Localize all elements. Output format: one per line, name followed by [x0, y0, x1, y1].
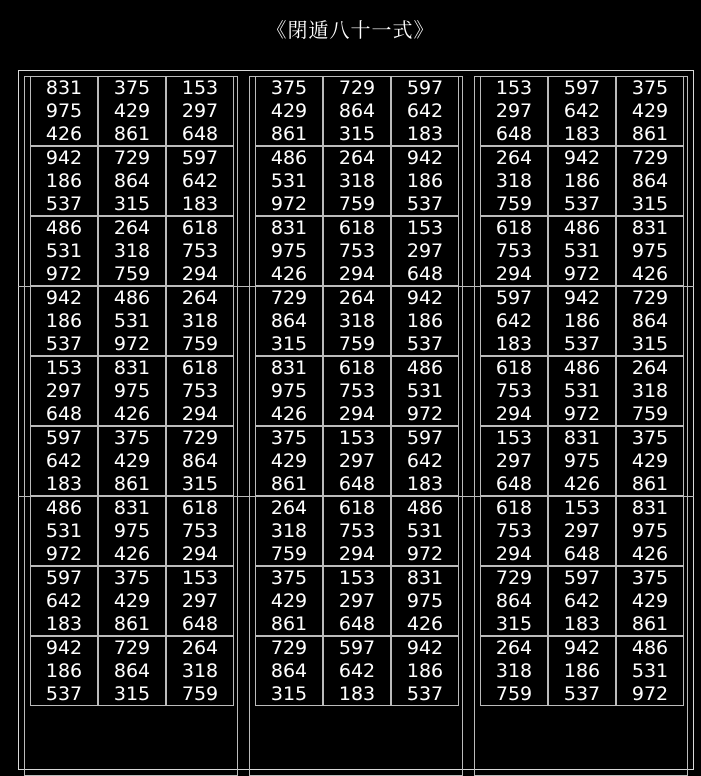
grid-number: 729 [338, 77, 376, 99]
grid-number: 975 [45, 100, 83, 122]
grid-number: 753 [338, 380, 376, 402]
grid-number: 861 [631, 613, 669, 635]
grid-number: 753 [495, 520, 533, 542]
grid-number: 648 [406, 263, 444, 285]
grid-number: 426 [270, 403, 308, 425]
grid-number: 729 [270, 637, 308, 659]
grid-number: 753 [181, 520, 219, 542]
grid-number: 975 [563, 450, 601, 472]
grid-number: 486 [113, 287, 151, 309]
grid-number: 618 [338, 217, 376, 239]
grid-number: 972 [113, 333, 151, 355]
grid-number: 753 [181, 380, 219, 402]
grid-number: 597 [45, 427, 83, 449]
grid-number: 753 [338, 240, 376, 262]
grid-number: 972 [406, 543, 444, 565]
grid-number: 648 [495, 473, 533, 495]
grid-number: 183 [181, 193, 219, 215]
grid-number: 297 [406, 240, 444, 262]
grid-number: 294 [338, 263, 376, 285]
grid-number: 642 [45, 450, 83, 472]
grid-number: 426 [113, 543, 151, 565]
grid-number: 861 [270, 123, 308, 145]
grid-number: 315 [270, 333, 308, 355]
grid-number: 942 [563, 637, 601, 659]
grid-number: 729 [113, 637, 151, 659]
grid-number: 597 [495, 287, 533, 309]
grid-number: 183 [338, 683, 376, 705]
grid-number: 537 [406, 193, 444, 215]
grid-number: 618 [495, 217, 533, 239]
grid-number: 426 [270, 263, 308, 285]
grid-number: 153 [338, 567, 376, 589]
grid-number: 183 [45, 613, 83, 635]
grid-number: 942 [563, 147, 601, 169]
grid-number: 426 [563, 473, 601, 495]
grid-number: 861 [631, 123, 669, 145]
grid-number: 486 [563, 217, 601, 239]
grid-number: 297 [563, 520, 601, 542]
grid-number: 186 [406, 170, 444, 192]
grid-number: 486 [45, 497, 83, 519]
grid-number: 942 [406, 147, 444, 169]
grid-number: 537 [563, 193, 601, 215]
grid-number: 618 [338, 357, 376, 379]
grid-number: 642 [338, 660, 376, 682]
grid-number: 831 [113, 497, 151, 519]
grid-number: 375 [113, 567, 151, 589]
grid-number: 729 [631, 147, 669, 169]
grid-number: 375 [113, 427, 151, 449]
grid-number: 531 [563, 240, 601, 262]
grid-number: 375 [631, 427, 669, 449]
grid-number: 264 [495, 637, 533, 659]
grid-number: 318 [495, 660, 533, 682]
grid-number: 294 [181, 543, 219, 565]
grid-number: 975 [270, 240, 308, 262]
grid-number: 531 [563, 380, 601, 402]
grid-number: 297 [338, 590, 376, 612]
grid-number: 537 [406, 333, 444, 355]
grid-number: 618 [181, 357, 219, 379]
grid-number: 972 [563, 263, 601, 285]
grid-number: 264 [113, 217, 151, 239]
grid-number: 531 [270, 170, 308, 192]
grid-number: 759 [631, 403, 669, 425]
grid-number: 729 [113, 147, 151, 169]
grid-number: 294 [338, 543, 376, 565]
grid-number: 375 [631, 77, 669, 99]
grid-number: 972 [270, 193, 308, 215]
grid-number: 375 [631, 567, 669, 589]
grid-number: 864 [270, 310, 308, 332]
grid-number: 486 [631, 637, 669, 659]
grid-number: 759 [181, 333, 219, 355]
grid-number: 861 [270, 613, 308, 635]
grid-number: 831 [631, 217, 669, 239]
grid-number: 864 [113, 660, 151, 682]
grid-number: 429 [270, 450, 308, 472]
grid-number: 972 [406, 403, 444, 425]
grid-number: 297 [181, 100, 219, 122]
grid-number: 975 [270, 380, 308, 402]
grid-number: 153 [181, 567, 219, 589]
grid-number: 486 [45, 217, 83, 239]
grid-number: 429 [270, 590, 308, 612]
grid-number: 294 [495, 543, 533, 565]
grid-number: 315 [181, 473, 219, 495]
grid-number: 375 [270, 567, 308, 589]
grid-number: 729 [631, 287, 669, 309]
grid-number: 831 [406, 567, 444, 589]
grid-number: 186 [406, 660, 444, 682]
grid-number: 153 [563, 497, 601, 519]
grid-number: 153 [495, 77, 533, 99]
grid-number: 531 [406, 380, 444, 402]
grid-number: 297 [45, 380, 83, 402]
grid-number: 831 [270, 357, 308, 379]
grid-number: 264 [631, 357, 669, 379]
grid-number: 486 [406, 497, 444, 519]
grid-number: 186 [45, 660, 83, 682]
grid-number: 729 [495, 567, 533, 589]
grid-number: 942 [45, 637, 83, 659]
grid-number: 486 [563, 357, 601, 379]
grid-number: 264 [338, 287, 376, 309]
grid-number: 759 [495, 193, 533, 215]
grid-number: 597 [181, 147, 219, 169]
grid-number: 315 [495, 613, 533, 635]
grid-number: 864 [631, 170, 669, 192]
grid-number: 942 [45, 287, 83, 309]
grid-number: 759 [338, 193, 376, 215]
grid-number: 975 [631, 520, 669, 542]
grid-number: 537 [406, 683, 444, 705]
page-title: 《閉遁八十一式》 [266, 18, 435, 42]
grid-number: 318 [113, 240, 151, 262]
grid-number: 864 [270, 660, 308, 682]
grid-number: 183 [406, 473, 444, 495]
grid-number: 861 [113, 123, 151, 145]
grid-number: 861 [270, 473, 308, 495]
grid-number: 597 [563, 77, 601, 99]
grid-number: 597 [406, 77, 444, 99]
grid-number: 864 [631, 310, 669, 332]
grid-number: 531 [406, 520, 444, 542]
grid-number: 531 [45, 240, 83, 262]
grid-number: 429 [270, 100, 308, 122]
grid-number: 648 [45, 403, 83, 425]
grid-number: 294 [181, 403, 219, 425]
grid-number: 597 [406, 427, 444, 449]
grid-number: 153 [338, 427, 376, 449]
grid-number: 759 [338, 333, 376, 355]
grid-number: 642 [563, 590, 601, 612]
grid-number: 831 [113, 357, 151, 379]
grid-number: 426 [406, 613, 444, 635]
grid-number: 729 [270, 287, 308, 309]
grid-number: 753 [338, 520, 376, 542]
grid-number: 972 [45, 543, 83, 565]
grid-number: 642 [406, 100, 444, 122]
grid-number: 486 [270, 147, 308, 169]
grid-number: 429 [631, 590, 669, 612]
grid-number: 318 [181, 660, 219, 682]
grid-number: 942 [406, 287, 444, 309]
grid-number: 429 [631, 100, 669, 122]
grid-number: 183 [45, 473, 83, 495]
grid-number: 942 [45, 147, 83, 169]
grid-number: 426 [45, 123, 83, 145]
grid-number: 531 [45, 520, 83, 542]
grid-number: 153 [181, 77, 219, 99]
grid-number: 426 [631, 263, 669, 285]
grid-number: 318 [338, 170, 376, 192]
grid-number: 864 [495, 590, 533, 612]
grid-number: 537 [45, 683, 83, 705]
grid-number: 972 [631, 683, 669, 705]
grid-number: 648 [181, 123, 219, 145]
grid-number: 429 [113, 450, 151, 472]
grid-number: 183 [406, 123, 444, 145]
grid-number: 426 [631, 543, 669, 565]
grid-number: 618 [181, 217, 219, 239]
grid-number: 531 [113, 310, 151, 332]
grid-number: 648 [495, 123, 533, 145]
grid-number: 486 [406, 357, 444, 379]
grid-number: 294 [495, 403, 533, 425]
grid-number: 648 [338, 613, 376, 635]
grid-number: 537 [45, 193, 83, 215]
grid-number: 831 [270, 217, 308, 239]
grid-number: 975 [406, 590, 444, 612]
grid-number: 975 [631, 240, 669, 262]
grid-number: 186 [563, 310, 601, 332]
grid-number: 183 [563, 613, 601, 635]
grid-number: 186 [45, 170, 83, 192]
grid-number: 597 [45, 567, 83, 589]
grid-number: 294 [338, 403, 376, 425]
grid-number: 264 [270, 497, 308, 519]
grid-number: 375 [270, 77, 308, 99]
grid-number: 183 [563, 123, 601, 145]
grid-number: 753 [495, 240, 533, 262]
grid-number: 759 [495, 683, 533, 705]
grid-number: 426 [113, 403, 151, 425]
grid-number: 975 [113, 380, 151, 402]
grid-number: 315 [631, 193, 669, 215]
grid-number: 597 [338, 637, 376, 659]
grid-number: 537 [45, 333, 83, 355]
grid-number: 642 [563, 100, 601, 122]
grid-number: 315 [113, 683, 151, 705]
grid-number: 375 [113, 77, 151, 99]
grid-number: 318 [270, 520, 308, 542]
grid-number: 375 [270, 427, 308, 449]
grid-number: 642 [181, 170, 219, 192]
grid-number: 831 [45, 77, 83, 99]
grid-number: 186 [563, 660, 601, 682]
grid-number: 759 [181, 683, 219, 705]
grid-number: 153 [45, 357, 83, 379]
grid-number: 315 [270, 683, 308, 705]
grid-number: 648 [338, 473, 376, 495]
grid-number: 942 [406, 637, 444, 659]
grid-number: 318 [338, 310, 376, 332]
grid-number: 537 [563, 683, 601, 705]
grid-number: 318 [181, 310, 219, 332]
grid-number: 315 [631, 333, 669, 355]
grid-number: 972 [563, 403, 601, 425]
grid-number: 861 [113, 473, 151, 495]
grid-number: 972 [45, 263, 83, 285]
grid-number: 318 [631, 380, 669, 402]
grid-number: 264 [495, 147, 533, 169]
grid-number: 294 [181, 263, 219, 285]
grid-number: 861 [113, 613, 151, 635]
grid-number: 648 [563, 543, 601, 565]
grid-number: 642 [406, 450, 444, 472]
grid-number: 297 [181, 590, 219, 612]
grid-number: 153 [495, 427, 533, 449]
grid-number: 264 [181, 637, 219, 659]
grid-number: 831 [563, 427, 601, 449]
grid-number: 729 [181, 427, 219, 449]
grid-number: 864 [113, 170, 151, 192]
grid-number: 861 [631, 473, 669, 495]
grid-number: 264 [181, 287, 219, 309]
grid-number: 183 [495, 333, 533, 355]
grid-number: 264 [338, 147, 376, 169]
grid-number: 864 [181, 450, 219, 472]
grid-number: 642 [45, 590, 83, 612]
grid-number: 315 [338, 123, 376, 145]
grid-number: 315 [113, 193, 151, 215]
grid-number: 942 [563, 287, 601, 309]
grid-number: 597 [563, 567, 601, 589]
grid-number: 429 [113, 100, 151, 122]
grid-number: 831 [631, 497, 669, 519]
grid-number: 429 [631, 450, 669, 472]
grid-number: 297 [338, 450, 376, 472]
grid-number: 297 [495, 450, 533, 472]
grid-number: 618 [495, 497, 533, 519]
grid-number: 753 [181, 240, 219, 262]
grid-number: 642 [495, 310, 533, 332]
grid-number: 318 [495, 170, 533, 192]
grid-number: 753 [495, 380, 533, 402]
grid-number: 648 [181, 613, 219, 635]
grid-number: 297 [495, 100, 533, 122]
grid-number: 537 [563, 333, 601, 355]
grid-number: 975 [113, 520, 151, 542]
grid-number: 618 [338, 497, 376, 519]
grid-number: 429 [113, 590, 151, 612]
grid-number: 186 [406, 310, 444, 332]
grid-number: 618 [495, 357, 533, 379]
grid-number: 186 [45, 310, 83, 332]
grid-number: 759 [270, 543, 308, 565]
grid-number: 531 [631, 660, 669, 682]
grid-number: 186 [563, 170, 601, 192]
grid-number: 153 [406, 217, 444, 239]
grid-number: 759 [113, 263, 151, 285]
grid-number: 618 [181, 497, 219, 519]
grid-number: 294 [495, 263, 533, 285]
grid-number: 864 [338, 100, 376, 122]
